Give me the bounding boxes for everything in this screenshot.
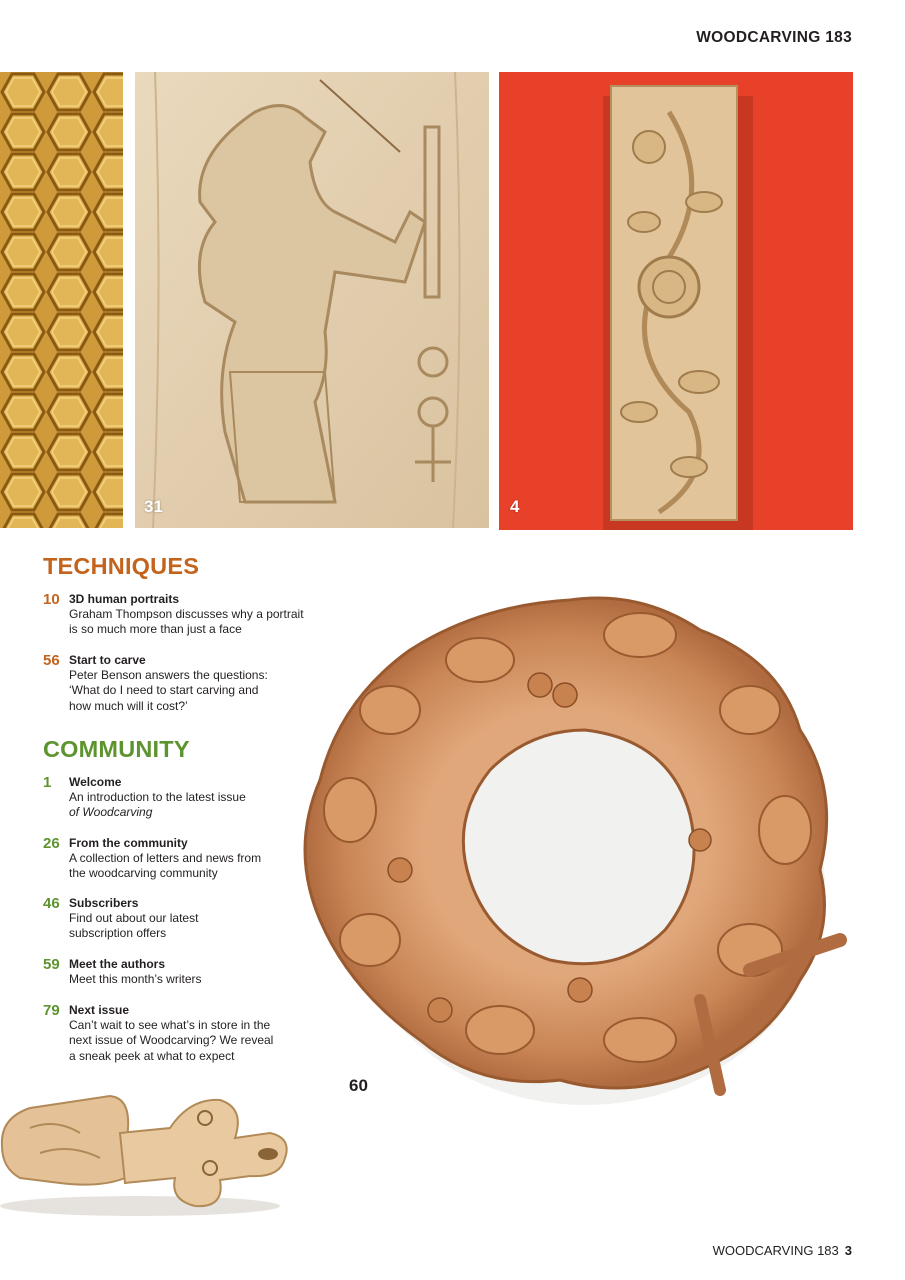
- carved-spoon-photo: [0, 1088, 292, 1218]
- entry-description: subscription offers: [69, 926, 167, 941]
- page-number: 10: [43, 591, 60, 608]
- page-number: 46: [43, 895, 60, 912]
- entry-description: how much will it cost?’: [69, 698, 188, 713]
- entry-description: A collection of letters and news from: [69, 851, 262, 865]
- entry-title: Meet the authors: [69, 957, 166, 971]
- toc-entry[interactable]: [43, 653, 313, 714]
- page-footer: [713, 1243, 852, 1258]
- entry-description: Peter Benson answers the questions:: [69, 668, 268, 682]
- honeycomb-carving-photo: [0, 72, 123, 528]
- photo-caption-number: 4: [510, 497, 520, 516]
- page-number: 56: [43, 652, 60, 669]
- entry-title: From the community: [69, 836, 188, 850]
- photo-caption-number: 60: [349, 1076, 368, 1095]
- entry-title: 3D human portraits: [69, 592, 180, 606]
- egyptian-relief-photo: [135, 72, 489, 528]
- entry-description: Meet this month’s writers: [69, 972, 202, 986]
- page-number: 26: [43, 835, 60, 852]
- wreath-carving-photo: [280, 590, 860, 1110]
- entry-description: Can’t wait to see what’s in store in the: [69, 1018, 271, 1032]
- toc-entry[interactable]: [43, 836, 313, 882]
- entry-description: next issue of Woodcarving? We reveal: [69, 1033, 274, 1048]
- entry-title: Next issue: [69, 1003, 130, 1017]
- entry-description: Graham Thompson discusses why a portrait: [69, 607, 304, 621]
- toc-entry[interactable]: [43, 896, 313, 942]
- floral-panel-photo: [499, 72, 853, 530]
- entry-description: is so much more than just a face: [69, 622, 242, 637]
- toc-entry[interactable]: [43, 957, 313, 987]
- footer-title: WOODCARVING 183: [712, 1243, 839, 1258]
- toc-entry[interactable]: [43, 775, 313, 821]
- page-number: 59: [43, 956, 60, 973]
- entry-description: An introduction to the latest issue: [69, 790, 246, 804]
- page-number: 79: [43, 1002, 60, 1019]
- entry-title: Welcome: [69, 775, 122, 789]
- entry-description: of Woodcarving: [69, 805, 153, 820]
- running-header: WOODCARVING 183: [696, 29, 852, 46]
- entry-description: a sneak peek at what to expect: [69, 1048, 235, 1063]
- entry-title: Subscribers: [69, 896, 139, 910]
- toc-entry[interactable]: [43, 592, 313, 638]
- community-heading: COMMUNITY: [43, 736, 190, 762]
- toc-entry[interactable]: [43, 1003, 313, 1064]
- techniques-heading: TECHNIQUES: [43, 553, 200, 579]
- photo-caption-number: 31: [144, 497, 163, 516]
- footer-page-number: 3: [844, 1243, 852, 1258]
- entry-description: ‘What do I need to start carving and: [69, 683, 259, 698]
- page-number: 1: [43, 774, 52, 791]
- entry-title: Start to carve: [69, 653, 146, 667]
- entry-description: Find out about our latest: [69, 911, 199, 925]
- entry-description: the woodcarving community: [69, 866, 218, 881]
